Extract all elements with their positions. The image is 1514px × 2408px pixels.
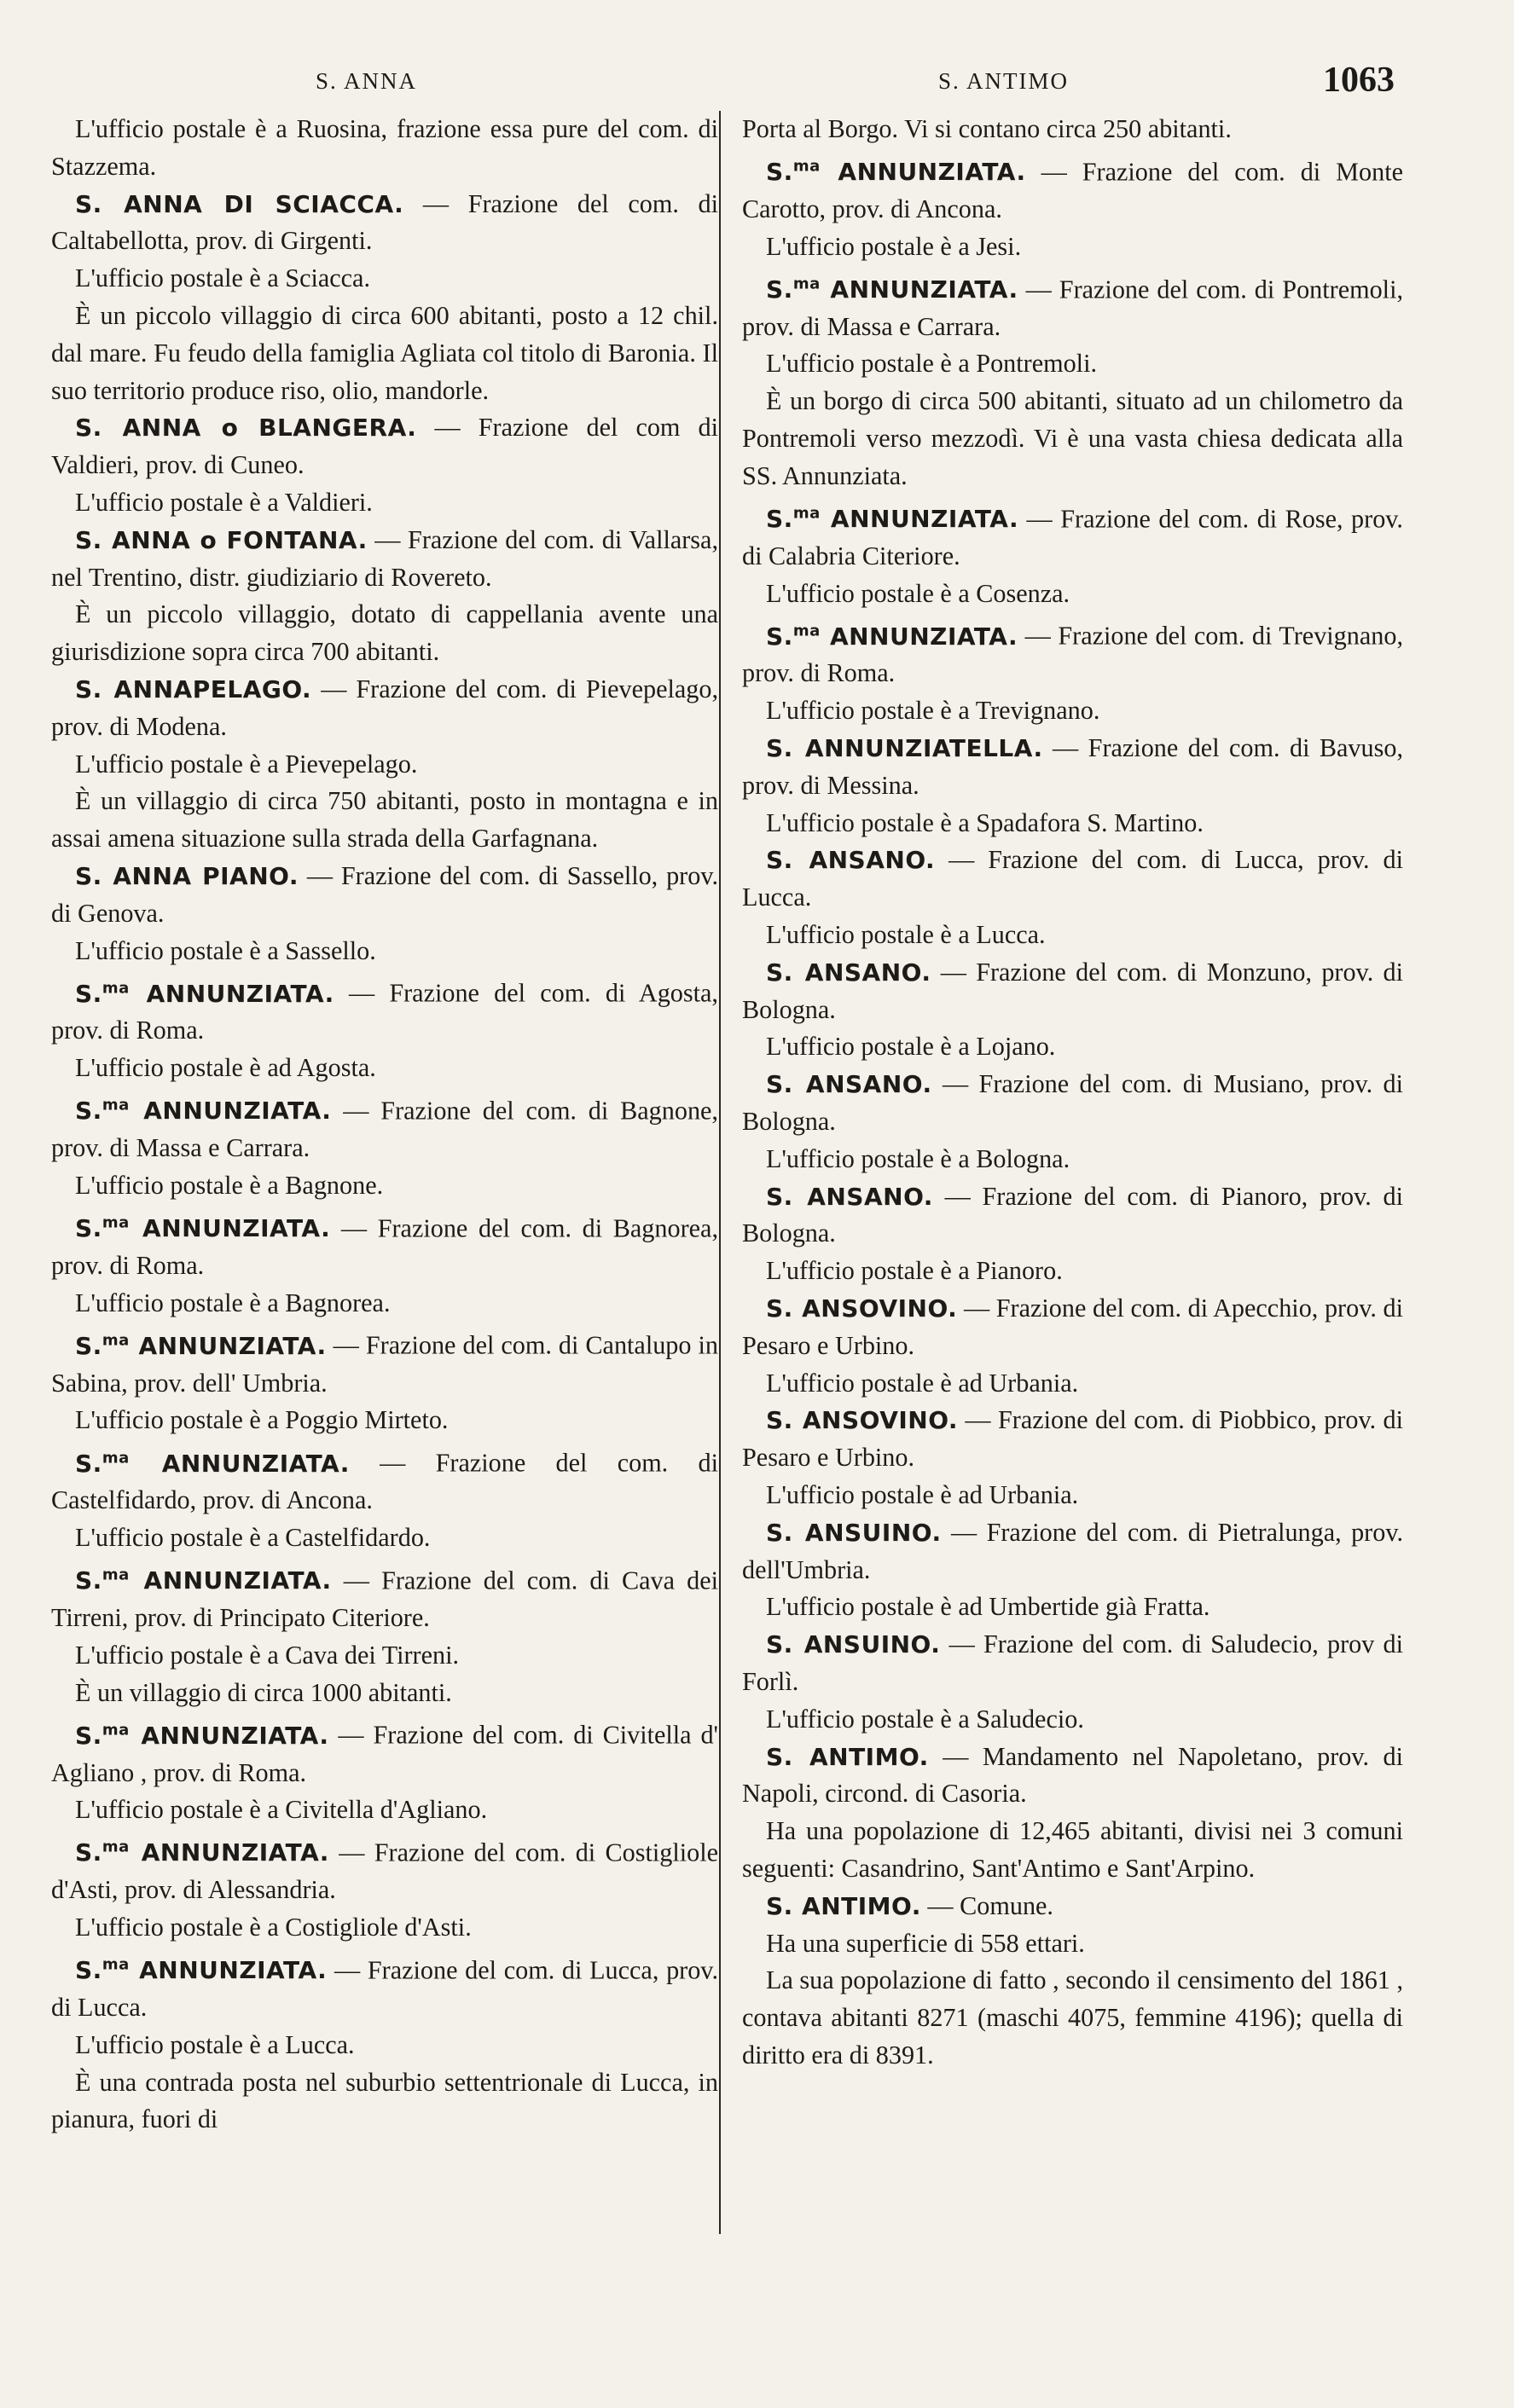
entry-text: — Frazione del com. di Rose, prov. di Calabria Citeriore. xyxy=(742,503,1403,570)
entry-text: — Frazione del com. di Lucca, prov. di Lucca. xyxy=(51,1955,718,2022)
entry-text: La sua popolazione di fatto , secondo il censimento del 1861 , contava abitanti 8271 (maschi 4075, femmine 4196); quella di diritto era di 8391. xyxy=(742,1965,1403,2069)
body-paragraph xyxy=(742,1813,1403,1888)
entry-text: — Frazione del com. di Saludecio, prov di Forlì. xyxy=(742,1629,1404,1696)
entry-text: — Frazione del com. di Costigliole d'Asti, prov. di Alessandria. xyxy=(51,1838,718,1905)
page-header xyxy=(0,61,1514,106)
entry-text: — Frazione del com. di Monzuno, prov. di Bologna. xyxy=(742,957,1404,1024)
entry-text: L'ufficio postale è a Bagnone. xyxy=(75,1170,384,1200)
body-paragraph xyxy=(742,345,1403,383)
entry-headword: S.$^{ma}$ ANNUNZIATA. xyxy=(75,1838,329,1867)
body-paragraph xyxy=(742,1589,1403,1626)
entry-text: L'ufficio postale è ad Agosta. xyxy=(75,1053,376,1083)
entry-headword: S. ANNA PIANO. xyxy=(75,861,299,890)
right-column xyxy=(742,111,1403,2075)
entry-text: — Frazione del com. di Bagnone, prov. di Massa e Carrara. xyxy=(51,1096,718,1163)
entry-text: — Comune. xyxy=(920,1890,1053,1920)
entry-text: L'ufficio postale è a Bagnorea. xyxy=(75,1288,391,1317)
entry-paragraph xyxy=(742,148,1403,229)
body-paragraph xyxy=(51,1637,718,1675)
entry-text: — Frazione del com. di Caltabellotta, prov. di Girgenti. xyxy=(51,188,719,256)
entry-text: — Frazione del com. di Apecchio, prov. di Pesaro e Urbino. xyxy=(742,1294,1403,1360)
body-paragraph xyxy=(51,298,718,409)
entry-text: L'ufficio postale è a Ruosina, frazione essa pure del com. di Stazzema. xyxy=(51,114,718,181)
entry-paragraph xyxy=(742,1066,1403,1141)
body-paragraph xyxy=(51,1792,718,1829)
body-paragraph xyxy=(742,383,1403,495)
entry-text: L'ufficio postale è ad Urbania. xyxy=(766,1368,1079,1398)
entry-text: — Frazione del com. di Lucca, prov. di Lucca. xyxy=(742,845,1403,912)
body-paragraph xyxy=(742,576,1403,613)
entry-text: L'ufficio postale è ad Umbertide già Fratta. xyxy=(766,1592,1210,1622)
entry-text: L'ufficio postale è a Sassello. xyxy=(75,935,376,965)
body-paragraph xyxy=(742,111,1403,148)
page-number: 1063 xyxy=(1323,61,1395,100)
entry-paragraph xyxy=(742,1888,1403,1925)
body-paragraph xyxy=(51,783,718,858)
body-paragraph xyxy=(51,933,718,970)
entry-paragraph xyxy=(742,730,1403,805)
entry-text: È un villaggio di circa 1000 abitanti. xyxy=(75,1677,452,1707)
entry-text: L'ufficio postale è a Trevignano. xyxy=(766,696,1100,726)
entry-paragraph xyxy=(742,954,1403,1029)
entry-text: È un piccolo villaggio di circa 600 abitanti, posto a 12 chil. dal mare. Fu feudo della famiglia Agliata col titolo di Baronia. Il suo territorio produce riso, olio, mandorle. xyxy=(51,300,718,405)
entry-headword: S.$^{ma}$ ANNUNZIATA. xyxy=(766,622,1018,651)
entry-paragraph xyxy=(742,1626,1403,1701)
entry-paragraph xyxy=(51,1829,718,1909)
entry-headword: S.$^{ma}$ ANNUNZIATA. xyxy=(75,1213,331,1243)
entry-headword: S. ANNA DI SCIACCA. xyxy=(75,189,404,218)
entry-headword: S. ANSANO. xyxy=(766,846,936,875)
entry-text: L'ufficio postale è a Pontremoli. xyxy=(766,349,1098,379)
entry-paragraph xyxy=(742,1290,1403,1365)
entry-headword: S. ANTIMO. xyxy=(766,1742,929,1771)
entry-paragraph xyxy=(742,1514,1403,1589)
entry-text: L'ufficio postale è a Spadafora S. Martino. xyxy=(766,807,1204,837)
entry-text: L'ufficio postale è a Sciacca. xyxy=(75,263,371,293)
entry-headword: S. ANNUNZIATELLA. xyxy=(766,734,1043,763)
entry-text: L'ufficio postale è a Poggio Mirteto. xyxy=(75,1405,449,1435)
body-paragraph xyxy=(51,1675,718,1712)
body-paragraph xyxy=(742,917,1403,954)
entry-headword: S.$^{ma}$ ANNUNZIATA. xyxy=(766,275,1018,304)
entry-text: — Frazione del com. di Pontremoli, prov. di Massa e Carrara. xyxy=(742,274,1403,341)
right-running-head: S. ANTIMO xyxy=(938,68,1070,94)
entry-paragraph xyxy=(51,409,718,484)
entry-headword: S. ANSANO. xyxy=(766,958,931,987)
entry-text: — Frazione del com di Valdieri, prov. di Cuneo. xyxy=(51,413,718,480)
body-paragraph xyxy=(51,2064,718,2139)
body-paragraph xyxy=(51,1909,718,1947)
entry-paragraph xyxy=(51,1557,718,1637)
body-paragraph xyxy=(742,1028,1403,1066)
entry-text: — Frazione del com. di Castelfidardo, prov. di Ancona. xyxy=(51,1448,718,1515)
entry-paragraph xyxy=(51,858,718,933)
entry-paragraph xyxy=(51,186,718,261)
entry-text: — Frazione del com. di Bagnorea, prov. di Roma. xyxy=(51,1213,718,1280)
entry-paragraph xyxy=(742,1739,1403,1814)
entry-text: L'ufficio postale è ad Urbania. xyxy=(766,1480,1079,1509)
entry-headword: S.$^{ma}$ ANNUNZIATA. xyxy=(766,504,1019,533)
entry-paragraph xyxy=(51,671,718,746)
entry-paragraph xyxy=(51,1439,718,1519)
entry-text: L'ufficio postale è a Saludecio. xyxy=(766,1704,1084,1734)
entry-paragraph xyxy=(742,1402,1403,1477)
entry-text: — Frazione del com. di Cantalupo in Sabina, prov. dell' Umbria. xyxy=(51,1330,718,1398)
body-paragraph xyxy=(742,692,1403,730)
entry-paragraph xyxy=(51,1087,718,1167)
entry-headword: S. ANSANO. xyxy=(766,1182,933,1211)
body-paragraph xyxy=(51,111,718,186)
body-paragraph xyxy=(51,1519,718,1557)
entry-paragraph xyxy=(742,1178,1403,1253)
entry-text: L'ufficio postale è a Costigliole d'Asti. xyxy=(75,1913,472,1942)
entry-text: L'ufficio postale è a Cava dei Tirreni. xyxy=(75,1640,460,1670)
entry-headword: S. ANSUINO. xyxy=(766,1518,942,1547)
entry-headword: S.$^{ma}$ ANNUNZIATA. xyxy=(75,1097,332,1126)
entry-paragraph xyxy=(51,970,718,1050)
column-divider xyxy=(719,111,721,2234)
entry-paragraph xyxy=(51,1205,718,1285)
entry-text: — Frazione del com. di Piobbico, prov. di Pesaro e Urbino. xyxy=(742,1405,1403,1473)
entry-paragraph xyxy=(51,522,718,597)
entry-headword: S. ANSOVINO. xyxy=(766,1406,959,1435)
entry-text: L'ufficio postale è a Pievepelago. xyxy=(75,749,418,779)
body-paragraph xyxy=(742,1141,1403,1178)
entry-text: — Frazione del com. di Pievepelago, prov. di Modena. xyxy=(51,674,718,741)
entry-text: È un piccolo villaggio, dotato di cappellania avente una giurisdizione sopra circa 700 abitanti. xyxy=(51,599,718,667)
body-paragraph xyxy=(51,1167,718,1205)
entry-paragraph xyxy=(51,1947,718,2027)
entry-text: È una contrada posta nel suburbio settentrionale di Lucca, in pianura, fuori di xyxy=(51,2067,718,2134)
body-paragraph xyxy=(742,1253,1403,1290)
entry-text: L'ufficio postale è a Jesi. xyxy=(766,231,1022,261)
body-paragraph xyxy=(51,260,718,298)
entry-text: Porta al Borgo. Vi si contano circa 250 abitanti. xyxy=(742,114,1232,143)
entry-text: — Frazione del com. di Pietralunga, prov. dell'Umbria. xyxy=(742,1517,1403,1584)
entry-text: — Frazione del com. di Vallarsa, nel Trentino, distr. giudiziario di Rovereto. xyxy=(51,524,718,592)
entry-paragraph xyxy=(51,1322,718,1402)
entry-headword: S.$^{ma}$ ANNUNZIATA. xyxy=(75,1955,328,1985)
entry-text: L'ufficio postale è a Castelfidardo. xyxy=(75,1523,431,1553)
entry-text: L'ufficio postale è a Lucca. xyxy=(75,2029,355,2059)
entry-headword: S. ANSOVINO. xyxy=(766,1294,958,1323)
body-paragraph xyxy=(742,1477,1403,1514)
body-paragraph xyxy=(742,805,1403,842)
entry-text: L'ufficio postale è a Civitella d'Agliano. xyxy=(75,1795,488,1825)
entry-text: — Frazione del com. di Musiano, prov. di Bologna. xyxy=(742,1069,1403,1137)
entry-text: — Frazione del com. di Trevignano, prov. di Roma. xyxy=(742,621,1403,688)
body-paragraph xyxy=(51,1050,718,1087)
entry-paragraph xyxy=(51,1711,718,1792)
entry-text: L'ufficio postale è a Pianoro. xyxy=(766,1256,1063,1286)
entry-text: — Frazione del com. di Civitella d' Agliano , prov. di Roma. xyxy=(51,1720,718,1787)
entry-headword: S.$^{ma}$ ANNUNZIATA. xyxy=(75,1449,350,1478)
entry-text: L'ufficio postale è a Cosenza. xyxy=(766,578,1070,608)
entry-text: — Frazione del com. di Monte Carotto, prov. di Ancona. xyxy=(742,157,1403,223)
body-paragraph xyxy=(742,1925,1403,1963)
body-paragraph xyxy=(742,229,1403,266)
entry-headword: S. ANTIMO. xyxy=(766,1891,921,1920)
entry-text: L'ufficio postale è a Lojano. xyxy=(766,1032,1056,1062)
body-paragraph xyxy=(742,1962,1403,2074)
body-paragraph xyxy=(51,1402,718,1439)
entry-text: — Frazione del com. di Bavuso, prov. di Messina. xyxy=(742,733,1403,800)
body-paragraph xyxy=(742,1701,1403,1739)
entry-text: È un villaggio di circa 750 abitanti, posto in montagna e in assai amena situazione sulla strada della Garfagnana. xyxy=(51,786,718,854)
entry-paragraph xyxy=(742,495,1403,576)
entry-text: — Frazione del com. di Cava dei Tirreni, prov. di Principato Citeriore. xyxy=(51,1566,718,1633)
entry-text: L'ufficio postale è a Lucca. xyxy=(766,920,1046,950)
entry-headword: S. ANSUINO. xyxy=(766,1630,941,1659)
entry-headword: S.$^{ma}$ ANNUNZIATA. xyxy=(75,1721,329,1750)
body-paragraph xyxy=(51,746,718,784)
entry-text: Ha una popolazione di 12,465 abitanti, divisi nei 3 comuni seguenti: Casandrino, Sant'Antimo e Sant'Arpino. xyxy=(742,1816,1403,1883)
entry-text: — Mandamento nel Napoletano, prov. di Napoli, circond. di Casoria. xyxy=(742,1741,1403,1809)
entry-text: Ha una superficie di 558 ettari. xyxy=(766,1928,1085,1958)
body-paragraph xyxy=(51,484,718,522)
entry-headword: S. ANNA o FONTANA. xyxy=(75,525,368,554)
body-paragraph xyxy=(742,1365,1403,1403)
entry-headword: S. ANNA o BLANGERA. xyxy=(75,414,417,443)
entry-paragraph xyxy=(742,842,1403,917)
body-paragraph xyxy=(51,1285,718,1323)
entry-headword: S.$^{ma}$ ANNUNZIATA. xyxy=(75,1331,327,1360)
entry-text: È un borgo di circa 500 abitanti, situato ad un chilometro da Pontremoli verso mezzodì. Vi è una vasta chiesa dedicata alla SS. Annunziata. xyxy=(742,386,1403,490)
entry-headword: S.$^{ma}$ ANNUNZIATA. xyxy=(75,1566,332,1595)
entry-headword: S.$^{ma}$ ANNUNZIATA. xyxy=(75,979,334,1008)
body-paragraph xyxy=(51,596,718,671)
left-running-head: S. ANNA xyxy=(316,68,418,94)
entry-headword: S.$^{ma}$ ANNUNZIATA. xyxy=(766,157,1026,187)
entry-text: — Frazione del com. di Agosta, prov. di Roma. xyxy=(51,978,718,1045)
entry-text: — Frazione del com. di Pianoro, prov. di Bologna. xyxy=(742,1181,1403,1248)
entry-text: L'ufficio postale è a Valdieri. xyxy=(75,487,373,517)
entry-text: — Frazione del com. di Sassello, prov. di Genova. xyxy=(51,860,718,928)
entry-paragraph xyxy=(742,266,1403,346)
entry-headword: S. ANNAPELAGO. xyxy=(75,674,312,703)
entry-paragraph xyxy=(742,612,1403,692)
left-column xyxy=(51,111,718,2139)
entry-text: L'ufficio postale è a Bologna. xyxy=(766,1143,1070,1173)
body-paragraph xyxy=(51,2027,718,2064)
entry-headword: S. ANSANO. xyxy=(766,1070,932,1099)
